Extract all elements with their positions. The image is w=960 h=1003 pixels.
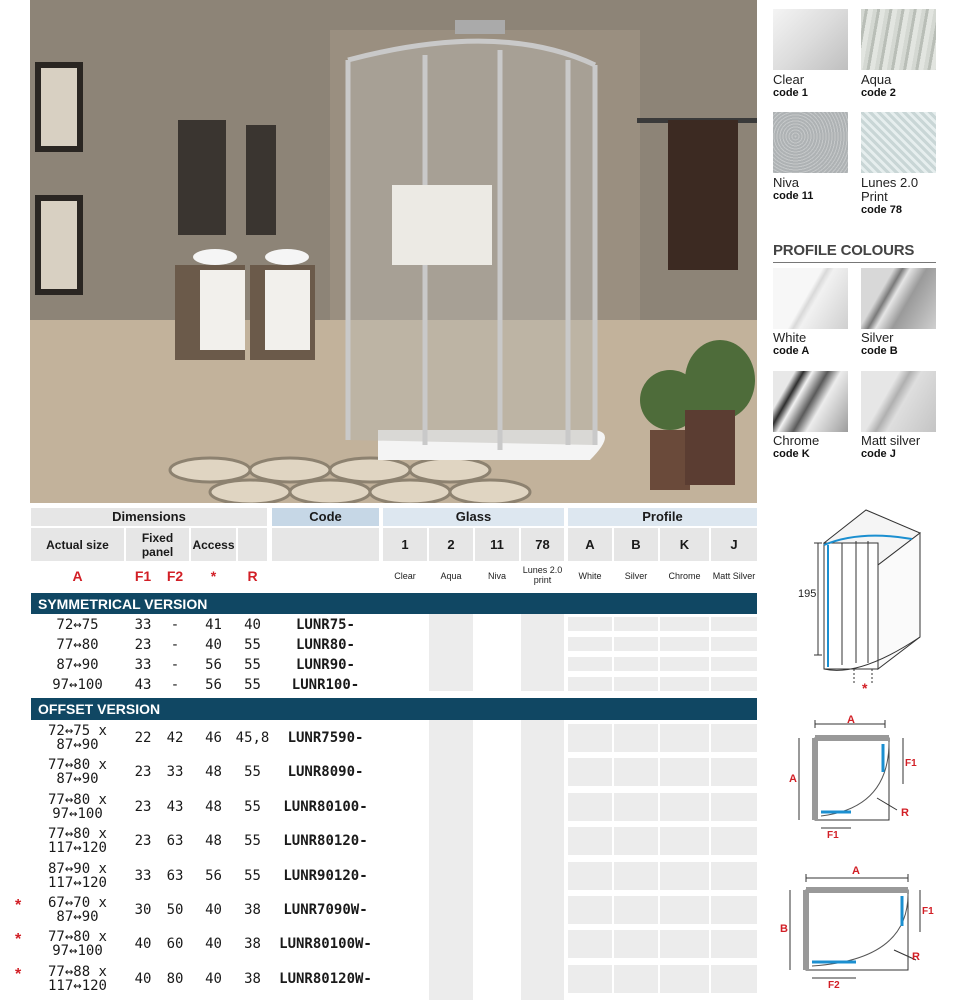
dim-f2-bottom: F2: [828, 980, 840, 990]
table-cell-shade: [711, 637, 757, 651]
table-cell-f1: 43: [134, 676, 152, 693]
table-cell-shade: [660, 896, 709, 924]
table-cell-r: 55: [244, 867, 261, 884]
swatch-name: Silver: [861, 330, 894, 345]
table-cell-access: 40: [205, 970, 222, 987]
swatch-clear-image: [773, 9, 848, 70]
table-cell-r: 55: [244, 636, 261, 653]
table-cell-r: 38: [244, 936, 261, 953]
swatch-niva-label: [773, 176, 853, 203]
table-cell-access: 40: [205, 936, 222, 953]
table-cell-shade: [568, 862, 612, 890]
dim-r: R: [912, 951, 920, 963]
table-cell-size: 87↔90: [56, 656, 99, 673]
table-cell-f1: 23: [134, 636, 152, 653]
table-cell-shade: [711, 758, 757, 786]
table-cell-size: [31, 894, 124, 926]
offset-star: *: [15, 897, 22, 914]
offset-star: [15, 863, 27, 879]
table-cell-shade: [711, 930, 757, 958]
table-cell-size: [31, 791, 124, 823]
table-cell-r: 38: [244, 902, 261, 918]
table-cell-shade: [614, 724, 658, 752]
table-cell-shade: [568, 724, 612, 752]
table-cell-f1: 23: [134, 764, 152, 781]
table-cell-shade: [614, 637, 658, 651]
table-cell-shade: [660, 677, 709, 691]
column-shade: [521, 614, 564, 691]
table-cell-f2: 63: [166, 867, 184, 884]
profile-silver-label: [861, 331, 941, 358]
table-cell-shade: [614, 862, 658, 890]
table-cell-f2: -: [170, 616, 180, 633]
height-label: 195: [798, 588, 817, 600]
table-cell-access: 56: [205, 867, 222, 884]
table-cell-f2: 50: [166, 902, 184, 918]
glass-sub-niva: Niva: [487, 571, 506, 581]
profile-colours-title: PROFILE COLOURS: [773, 242, 915, 259]
table-cell-shade: [711, 896, 757, 924]
profile-white-image: [773, 268, 848, 329]
header-code: Code: [272, 508, 379, 526]
table-cell-access: 40: [205, 636, 222, 653]
table-cell-shade: [568, 896, 612, 924]
table-cell-f2: 80: [166, 970, 184, 987]
table-cell-access: 41: [205, 616, 222, 633]
table-cell-f1: 40: [134, 970, 152, 987]
table-cell-shade: [711, 657, 757, 671]
section-offset: OFFSET VERSION: [31, 698, 757, 720]
table-cell-f1: 33: [134, 656, 152, 673]
profile-sub-white: White: [578, 571, 602, 581]
table-cell-shade: [711, 677, 757, 691]
table-cell-r: 55: [244, 798, 261, 815]
size-line-1: 77↔80 x: [47, 826, 107, 843]
header-glass-1: 1: [383, 528, 427, 561]
header-glass-11: 11: [475, 528, 519, 561]
dim-f1-right: F1: [922, 906, 934, 917]
offset-star: *: [15, 931, 22, 949]
size-line-1: 77↔80 x: [47, 791, 107, 808]
table-cell-access: 56: [205, 656, 222, 673]
glass-sub-clear: Clear: [394, 571, 416, 581]
header-glass-78: 78: [521, 528, 564, 561]
table-cell-r: 55: [244, 764, 261, 781]
table-cell-f2: 60: [166, 936, 184, 953]
table-cell-shade: [568, 677, 612, 691]
table-cell-r: 40: [244, 616, 261, 633]
swatch-code: code 78: [861, 204, 902, 216]
size-line-2: 87↔90: [56, 771, 99, 788]
offset-star: *: [15, 965, 22, 983]
table-cell-code: LUNR75-: [295, 616, 355, 633]
header-actual-size: Actual size: [31, 528, 124, 561]
table-cell-shade: [614, 930, 658, 958]
swatch-code: code 2: [861, 87, 896, 99]
size-line-1: 77↔80 x: [47, 929, 107, 946]
table-cell-code: LUNR80120W-: [279, 970, 372, 987]
swatch-code: code B: [861, 345, 898, 357]
table-cell-size: 77↔80: [56, 636, 99, 653]
header-glass-2: 2: [429, 528, 473, 561]
header-profile-a: A: [568, 528, 612, 561]
profile-silver-image: [861, 268, 936, 329]
table-cell-code: LUNR80100W-: [279, 936, 372, 953]
table-cell-shade: [614, 827, 658, 855]
table-cell-f1: 22: [134, 730, 152, 746]
table-cell-shade: [568, 657, 612, 671]
table-cell-shade: [568, 965, 612, 993]
table-cell-shade: [614, 793, 658, 821]
size-line-2: 97↔100: [52, 805, 103, 822]
table-cell-r: 55: [244, 833, 261, 850]
table-cell-f2: -: [170, 636, 180, 653]
table-cell-f1: 33: [134, 867, 152, 884]
dim-a-top: A: [847, 714, 855, 726]
header-dimensions: Dimensions: [31, 508, 267, 526]
table-cell-shade: [568, 617, 612, 631]
table-cell-access: 48: [205, 764, 222, 781]
header-profile-k: K: [660, 528, 709, 561]
dim-f1-right: F1: [905, 758, 917, 769]
table-cell-size: [31, 860, 124, 892]
table-cell-r: 45,8: [235, 730, 270, 746]
swatch-niva-image: [773, 112, 848, 173]
letter-star: *: [210, 568, 217, 584]
table-cell-shade: [614, 677, 658, 691]
table-cell-code: LUNR80100-: [283, 798, 368, 815]
table-cell-shade: [568, 827, 612, 855]
size-line-2: 117↔120: [47, 977, 107, 994]
swatch-name: Chrome: [773, 433, 820, 448]
section-symmetrical: SYMMETRICAL VERSION: [31, 593, 757, 614]
table-cell-access: 40: [205, 902, 222, 918]
table-cell-code: LUNR8090-: [287, 764, 364, 781]
swatch-clear-label: [773, 73, 853, 100]
swatch-lunes-image: [861, 112, 936, 173]
table-cell-shade: [614, 617, 658, 631]
table-cell-f2: -: [170, 656, 180, 673]
offset-star: [15, 828, 27, 844]
table-cell-shade: [711, 862, 757, 890]
size-line-2: 117↔120: [47, 874, 107, 891]
table-cell-shade: [711, 617, 757, 631]
divider: [773, 262, 936, 263]
table-cell-code: LUNR7590-: [287, 730, 364, 746]
glass-sub-lunes: Lunes 2.0 print: [522, 565, 563, 585]
swatch-aqua-label: [861, 73, 941, 100]
table-cell-r: 38: [244, 970, 261, 987]
profile-chrome-image: [773, 371, 848, 432]
profile-chrome-label: [773, 434, 853, 461]
dim-f1-bottom: F1: [827, 830, 839, 841]
profile-matt-silver-label: [861, 434, 951, 461]
table-cell-shade: [660, 724, 709, 752]
table-cell-f1: 33: [134, 616, 152, 633]
swatch-name: Clear: [773, 72, 805, 87]
size-line-2: 97↔100: [52, 943, 103, 960]
glass-sub-aqua: Aqua: [440, 571, 462, 581]
table-cell-code: LUNR7090W-: [283, 902, 368, 918]
table-cell-f1: 40: [134, 936, 152, 953]
letter-f1: F1: [134, 568, 152, 584]
table-cell-shade: [660, 862, 709, 890]
table-cell-shade: [660, 657, 709, 671]
offset-star: [15, 794, 27, 810]
swatch-code: code 11: [773, 190, 814, 202]
header-blank: [238, 528, 267, 561]
plan-diagram-offset: [776, 860, 936, 990]
table-cell-shade: [660, 617, 709, 631]
header-fixed-panel: Fixed panel: [126, 528, 189, 561]
size-line-1: 77↔88 x: [47, 963, 107, 980]
table-cell-shade: [711, 965, 757, 993]
size-line-2: 117↔120: [47, 840, 107, 857]
dim-r: R: [901, 807, 909, 819]
table-cell-access: 56: [205, 676, 222, 693]
table-cell-size: 97↔100: [52, 676, 103, 693]
swatch-code: code 1: [773, 87, 808, 99]
column-shade: [429, 720, 473, 1000]
letter-f2: F2: [166, 568, 184, 584]
table-cell-size: [31, 963, 124, 995]
table-cell-f2: 63: [166, 833, 184, 850]
swatch-name: Aqua: [861, 72, 892, 87]
column-shade: [521, 720, 564, 1000]
table-cell-shade: [568, 637, 612, 651]
header-profile-b: B: [614, 528, 658, 561]
profile-sub-silver: Silver: [624, 571, 648, 581]
table-cell-f1: 23: [134, 833, 152, 850]
table-cell-code: LUNR80-: [295, 636, 355, 653]
swatch-code: code J: [861, 448, 896, 460]
table-cell-shade: [711, 793, 757, 821]
dim-a-left: A: [789, 773, 797, 785]
header-code-blank: [272, 528, 379, 561]
table-cell-shade: [568, 758, 612, 786]
size-line-1: 67↔70 x: [47, 895, 107, 911]
table-cell-access: 48: [205, 833, 222, 850]
size-line-2: 87↔90: [56, 737, 99, 753]
table-cell-shade: [660, 637, 709, 651]
table-cell-shade: [660, 965, 709, 993]
table-cell-f1: 23: [134, 798, 152, 815]
table-cell-shade: [711, 724, 757, 752]
table-cell-shade: [614, 896, 658, 924]
table-cell-shade: [614, 965, 658, 993]
access-star: *: [862, 680, 868, 695]
table-cell-shade: [568, 793, 612, 821]
table-cell-shade: [660, 930, 709, 958]
profile-matt-silver-image: [861, 371, 936, 432]
swatch-lunes-label: [861, 176, 941, 217]
swatch-name: Niva: [773, 175, 800, 190]
header-access: Access: [191, 528, 236, 561]
table-cell-shade: [614, 657, 658, 671]
table-cell-code: LUNR80120-: [283, 833, 368, 850]
table-cell-size: [31, 825, 124, 857]
table-cell-code: LUNR90120-: [283, 867, 368, 884]
swatch-name: White: [773, 330, 807, 345]
table-cell-f2: -: [170, 676, 180, 693]
header-profile: Profile: [568, 508, 757, 526]
size-line-1: 77↔80 x: [47, 757, 107, 774]
letter-a: A: [72, 568, 83, 584]
profile-white-label: [773, 331, 853, 358]
table-cell-r: 55: [244, 676, 261, 693]
plan-diagram-symmetrical: [785, 712, 925, 842]
size-line-2: 87↔90: [56, 909, 99, 925]
table-cell-size: [31, 928, 124, 960]
swatch-name: Lunes 2.0 Print: [861, 175, 919, 204]
table-cell-shade: [660, 827, 709, 855]
table-cell-size: [31, 722, 124, 754]
table-cell-code: LUNR90-: [295, 656, 355, 673]
table-cell-code: LUNR100-: [291, 676, 360, 693]
profile-sub-matt-silver: Matt Silver: [712, 571, 756, 581]
offset-star: [15, 759, 27, 775]
table-cell-shade: [614, 758, 658, 786]
table-cell-f1: 30: [134, 902, 152, 918]
swatch-code: code A: [773, 345, 810, 357]
profile-sub-chrome: Chrome: [668, 571, 701, 581]
letter-r: R: [247, 568, 258, 584]
dim-a-top: A: [852, 865, 860, 877]
header-profile-j: J: [711, 528, 757, 561]
swatch-aqua-image: [861, 9, 936, 70]
table-cell-shade: [568, 930, 612, 958]
table-cell-access: 46: [205, 730, 222, 746]
table-cell-r: 55: [244, 656, 261, 673]
shower-enclosure-photo: [30, 0, 757, 503]
enclosure-3d-diagram: [790, 505, 930, 695]
table-cell-f2: 42: [166, 730, 184, 746]
size-line-1: 87↔90 x: [47, 860, 107, 877]
table-cell-shade: [660, 758, 709, 786]
table-cell-size: [31, 756, 124, 788]
table-cell-access: 48: [205, 798, 222, 815]
dim-b-left: B: [780, 923, 788, 935]
column-shade: [429, 614, 473, 691]
size-line-1: 72↔75 x: [47, 723, 107, 739]
offset-star: [15, 725, 27, 741]
table-cell-f2: 43: [166, 798, 184, 815]
table-cell-shade: [711, 827, 757, 855]
table-cell-f2: 33: [166, 764, 184, 781]
swatch-code: code K: [773, 448, 810, 460]
header-glass: Glass: [383, 508, 564, 526]
table-cell-size: 72↔75: [56, 616, 99, 633]
table-cell-shade: [660, 793, 709, 821]
swatch-name: Matt silver: [861, 433, 921, 448]
